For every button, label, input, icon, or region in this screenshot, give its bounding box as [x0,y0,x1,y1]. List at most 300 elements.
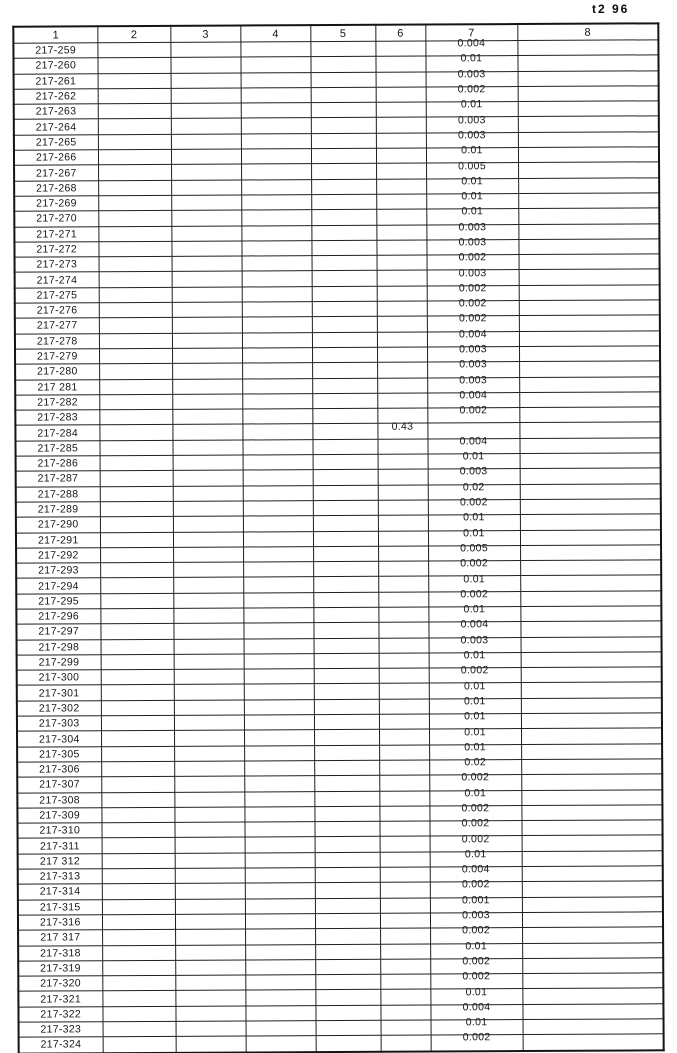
cell-col5 [315,913,380,929]
cell-col4 [243,501,313,517]
cell-col2 [98,73,171,89]
cell-col3 [174,822,244,838]
cell-col8 [520,514,661,530]
cell-col4 [242,271,312,287]
cell-col2 [99,409,172,425]
cell-col8 [520,560,661,576]
cell-col4 [242,393,312,409]
cell-sample-id: 217-316 [18,915,102,931]
cell-col5 [313,470,378,486]
cell-col4 [244,806,314,822]
cell-col6-value [381,1020,431,1036]
cell-sample-id: 217-302 [17,701,101,717]
cell-col7-value: 0.01 [429,683,521,699]
cell-sample-id: 217-319 [18,961,102,977]
cell-col6-value [377,301,427,317]
cell-col5 [311,179,376,195]
cell-col5 [313,546,378,562]
cell-col6-value [380,898,430,914]
cell-col5 [314,730,379,746]
cell-col5 [315,990,380,1006]
cell-col8 [520,575,661,591]
cell-col2 [99,257,172,273]
cell-col3 [174,761,244,777]
cell-sample-id: 217 312 [18,853,102,869]
cell-col2 [102,884,175,900]
cell-sample-id: 217-283 [15,410,99,426]
cell-col2 [100,547,173,563]
cell-sample-id: 217-321 [18,991,102,1007]
cell-col7-value: 0.002 [428,499,520,515]
cell-col5 [314,745,379,761]
cell-sample-id: 217-276 [15,303,99,319]
cell-col8 [522,896,663,912]
cell-col5 [312,408,377,424]
cell-col4 [245,929,315,945]
cell-col5 [312,271,377,287]
cell-col7-value: 0.01 [429,790,521,806]
cell-col7-value: 0.004 [427,331,519,347]
cell-col6-value [377,378,427,394]
cell-col4 [243,485,313,501]
cell-col2 [103,1021,176,1037]
cell-col5 [311,148,376,164]
cell-sample-id: 217-320 [18,976,102,992]
cell-sample-id: 217-299 [17,655,101,671]
cell-col5 [316,1020,381,1036]
column-header: 5 [310,25,375,42]
column-header: 4 [240,25,310,42]
cell-col8 [518,239,659,255]
cell-col4 [241,72,311,88]
cell-col7-value: 0.01 [429,714,521,730]
cell-col8 [520,545,661,561]
column-header: 7 [425,24,517,41]
cell-col6-value [376,209,426,225]
cell-col8 [518,147,659,163]
cell-sample-id: 217-298 [17,639,101,655]
cell-col7-value: 0.002 [431,1035,523,1051]
cell-col5 [311,210,376,226]
cell-col5 [315,898,380,914]
cell-col6-value [379,729,429,745]
cell-col3 [173,501,243,517]
cell-col7-value: 0.003 [426,239,518,255]
cell-sample-id: 217-291 [16,532,100,548]
cell-col3 [174,654,244,670]
cell-col6-value [375,41,425,57]
cell-sample-id: 217-303 [17,716,101,732]
cell-col3 [172,424,242,440]
cell-col5 [314,821,379,837]
cell-col6-value [380,836,430,852]
cell-col7-value: 0.002 [427,316,519,332]
cell-col8 [518,208,659,224]
cell-sample-id: 217-262 [14,89,98,105]
cell-sample-id: 217-266 [14,150,98,166]
cell-col7-value: 0.002 [428,561,520,577]
cell-col8 [518,177,659,193]
cell-col7-value: 0.01 [429,729,521,745]
cell-col6-value [378,622,428,638]
cell-sample-id: 217-296 [16,609,100,625]
cell-col5 [314,668,379,684]
cell-col7-value: 0.01 [426,194,518,210]
cell-col3 [173,486,243,502]
cell-col3 [171,149,241,165]
cell-col4 [241,240,311,256]
scanned-table [12,22,664,1053]
cell-col4 [243,546,313,562]
cell-col5 [313,561,378,577]
cell-sample-id: 217-309 [17,808,101,824]
cell-col8 [519,392,660,408]
cell-col6-value [379,745,429,761]
cell-col4 [245,868,315,884]
cell-col4 [241,149,311,165]
cell-col4 [243,623,313,639]
cell-col3 [173,516,243,532]
cell-col3 [172,256,242,272]
cell-col4 [242,348,312,364]
cell-col6-value [378,454,428,470]
cell-col5 [312,347,377,363]
cell-col4 [244,669,314,685]
cell-col8 [518,132,659,148]
cell-sample-id: 217-294 [16,578,100,594]
cell-sample-id: 217-275 [15,288,99,304]
cell-col2 [101,761,174,777]
cell-col8 [517,40,658,56]
cell-col8 [518,116,659,132]
cell-col4 [244,776,314,792]
cell-col5 [313,592,378,608]
cell-col7-value: 0.003 [429,637,521,653]
cell-col2 [98,149,171,165]
cell-col2 [98,241,171,257]
cell-col4 [241,88,311,104]
cell-sample-id: 217-285 [15,440,99,456]
cell-col4 [242,424,312,440]
cell-col8 [520,621,661,637]
cell-col7-value: 0.004 [430,867,522,883]
cell-sample-id: 217-260 [13,58,97,74]
cell-col4 [241,164,311,180]
cell-col3 [173,455,243,471]
cell-col7-value: 0.002 [430,836,522,852]
cell-col2 [101,746,174,762]
cell-col8 [519,300,660,316]
cell-col7-value: 0.01 [428,607,520,623]
cell-sample-id: 217-288 [16,486,100,502]
cell-col2 [97,42,170,58]
cell-col5 [313,577,378,593]
cell-col5 [312,378,377,394]
cell-col4 [242,286,312,302]
cell-sample-id: 217-287 [16,471,100,487]
cell-col7-value: 0.002 [427,408,519,424]
cell-col7-value: 0.002 [429,668,521,684]
cell-sample-id: 217-273 [15,257,99,273]
cell-col2 [98,180,171,196]
cell-col8 [522,851,663,867]
cell-col4 [244,715,314,731]
cell-col3 [174,776,244,792]
cell-col5 [310,57,375,73]
cell-sample-id: 217-280 [15,364,99,380]
cell-col3 [171,210,241,226]
cell-col7-value: 0.002 [430,928,522,944]
cell-col6-value [380,989,430,1005]
cell-sample-id: 217-305 [17,746,101,762]
cell-col3 [174,684,244,700]
cell-col4 [244,638,314,654]
cell-col2 [102,945,175,961]
cell-sample-id: 217-323 [19,1022,103,1038]
cell-sample-id: 217-300 [17,670,101,686]
cell-col8 [519,438,660,454]
cell-col8 [522,958,663,974]
cell-col6-value [379,806,429,822]
cell-col3 [173,547,243,563]
cell-col4 [243,577,313,593]
cell-col7-value: 0.002 [428,591,520,607]
cell-col3 [175,1006,245,1022]
cell-col4 [243,562,313,578]
cell-col8 [519,330,660,346]
cell-sample-id: 217-324 [19,1037,103,1053]
cell-col2 [98,104,171,120]
cell-col7-value: 0.01 [428,576,520,592]
cell-sample-id: 217-295 [16,593,100,609]
cell-col4 [244,791,314,807]
cell-col4 [246,1021,316,1037]
cell-col5 [312,255,377,271]
cell-col7-value: 0.002 [430,958,522,974]
cell-col8 [519,285,660,301]
cell-col2 [102,1006,175,1022]
cell-col6-value [380,867,430,883]
cell-col3 [173,470,243,486]
cell-col4 [243,608,313,624]
cell-col5 [313,485,378,501]
cell-col8 [518,86,659,102]
cell-col2 [100,501,173,517]
cell-col6-value [376,179,426,195]
cell-col6-value [379,775,429,791]
cell-col3 [172,379,242,395]
cell-col5 [315,837,380,853]
cell-col6-value [377,393,427,409]
cell-sample-id: 217-272 [14,242,98,258]
cell-col7-value: 0.003 [427,346,519,362]
cell-col6-value [378,546,428,562]
cell-col4 [244,761,314,777]
cell-col4 [241,133,311,149]
cell-col3 [171,164,241,180]
cell-col4 [242,317,312,333]
cell-col3 [172,409,242,425]
cell-col2 [99,287,172,303]
cell-col5 [312,301,377,317]
cell-col7-value: 0.01 [426,148,518,164]
cell-sample-id: 217-267 [14,165,98,181]
cell-col6-value [376,148,426,164]
cell-col5 [311,225,376,241]
cell-col8 [521,805,662,821]
cell-col4 [242,256,312,272]
cell-col8 [522,988,663,1004]
cell-col6-value [380,1005,430,1021]
cell-col2 [102,899,175,915]
cell-col4 [245,883,315,899]
cell-col2 [102,868,175,884]
cell-col7-value: 0.01 [430,851,522,867]
cell-col2 [101,807,174,823]
cell-col8 [519,422,660,438]
cell-col2 [99,440,172,456]
cell-col3 [171,73,241,89]
cell-col2 [103,1037,176,1053]
cell-col8 [519,254,660,270]
cell-col2 [98,119,171,135]
cell-col3 [175,914,245,930]
cell-col2 [99,302,172,318]
cell-col6-value [380,913,430,929]
cell-col3 [171,118,241,134]
cell-col3 [174,700,244,716]
cell-sample-id: 217-310 [17,823,101,839]
cell-col5 [314,653,379,669]
cell-col6-value [376,118,426,134]
cell-col5 [311,72,376,88]
cell-col4 [244,699,314,715]
cell-col3 [172,394,242,410]
cell-col8 [522,881,663,897]
cell-col2 [98,88,171,104]
cell-col6-value [381,1035,431,1051]
cell-col3 [172,348,242,364]
cell-sample-id: 217-307 [17,777,101,793]
cell-col5 [312,424,377,440]
cell-col3 [172,271,242,287]
cell-col8 [518,223,659,239]
cell-col8 [518,70,659,86]
cell-col8 [518,162,659,178]
cell-col3 [171,180,241,196]
cell-col7-value: 0.02 [428,484,520,500]
cell-col6-value [376,87,426,103]
cell-col5 [313,531,378,547]
cell-col2 [100,593,173,609]
cell-col7-value: 0.01 [430,989,522,1005]
cell-col4 [244,654,314,670]
cell-col2 [102,960,175,976]
cell-col5 [310,41,375,57]
cell-col3 [175,853,245,869]
cell-col7-value: 0.002 [429,805,521,821]
cell-col4 [242,332,312,348]
column-header: 1 [13,26,97,43]
cell-col3 [171,103,241,119]
cell-col5 [315,852,380,868]
cell-col5 [311,87,376,103]
cell-col3 [174,715,244,731]
cell-col7-value: 0.003 [427,270,519,286]
cell-col3 [171,226,241,242]
table-body [13,37,663,1053]
cell-col6-value [378,576,428,592]
cell-col5 [311,240,376,256]
cell-col3 [171,134,241,150]
cell-sample-id: 217-278 [15,333,99,349]
cell-col5 [312,332,377,348]
cell-col8 [520,529,661,545]
cell-col3 [172,440,242,456]
cell-col2 [101,639,174,655]
cell-col5 [312,393,377,409]
cell-sample-id: 217-271 [14,226,98,242]
cell-col5 [315,959,380,975]
cell-col7-value: 0.003 [426,71,518,87]
cell-sample-id: 217 317 [18,930,102,946]
cell-col7-value: 0.01 [426,102,518,118]
cell-col8 [521,667,662,683]
cell-col6-value [379,821,429,837]
cell-sample-id: 217-314 [18,884,102,900]
cell-col2 [99,318,172,334]
cell-sample-id: 217-318 [18,945,102,961]
cell-col2 [100,578,173,594]
cell-sample-id: 217-306 [17,762,101,778]
cell-col5 [315,883,380,899]
cell-col6-value [380,944,430,960]
cell-col5 [312,363,377,379]
cell-col2 [99,364,172,380]
cell-col7-value: 0.004 [428,622,520,638]
cell-col3 [175,975,245,991]
cell-col5 [311,194,376,210]
cell-col7-value: 0.003 [427,377,519,393]
cell-col7-value: 0.002 [429,775,521,791]
cell-col4 [244,822,314,838]
cell-col7-value: 0.004 [427,392,519,408]
cell-col5 [311,133,376,149]
cell-col3 [173,623,243,639]
cell-col3 [173,593,243,609]
cell-col6-value [378,561,428,577]
cell-col4 [242,302,312,318]
cell-sample-id: 217-289 [16,502,100,518]
cell-col8 [520,468,661,484]
cell-col8 [521,820,662,836]
cell-col7-value: 0.004 [427,438,519,454]
cell-sample-id: 217 281 [15,379,99,395]
cell-col3 [175,929,245,945]
cell-col7-value: 0.004 [430,1004,522,1020]
cell-sample-id: 217-268 [14,180,98,196]
cell-col4 [240,42,310,58]
cell-sample-id: 217-311 [18,838,102,854]
cell-col6-value [377,439,427,455]
cell-col6-value [376,163,426,179]
cell-col2 [101,654,174,670]
cell-col3 [175,899,245,915]
cell-col6-value [379,683,429,699]
cell-sample-id: 217-265 [14,135,98,151]
cell-sample-id: 217-286 [16,456,100,472]
cell-col8 [523,1019,664,1035]
